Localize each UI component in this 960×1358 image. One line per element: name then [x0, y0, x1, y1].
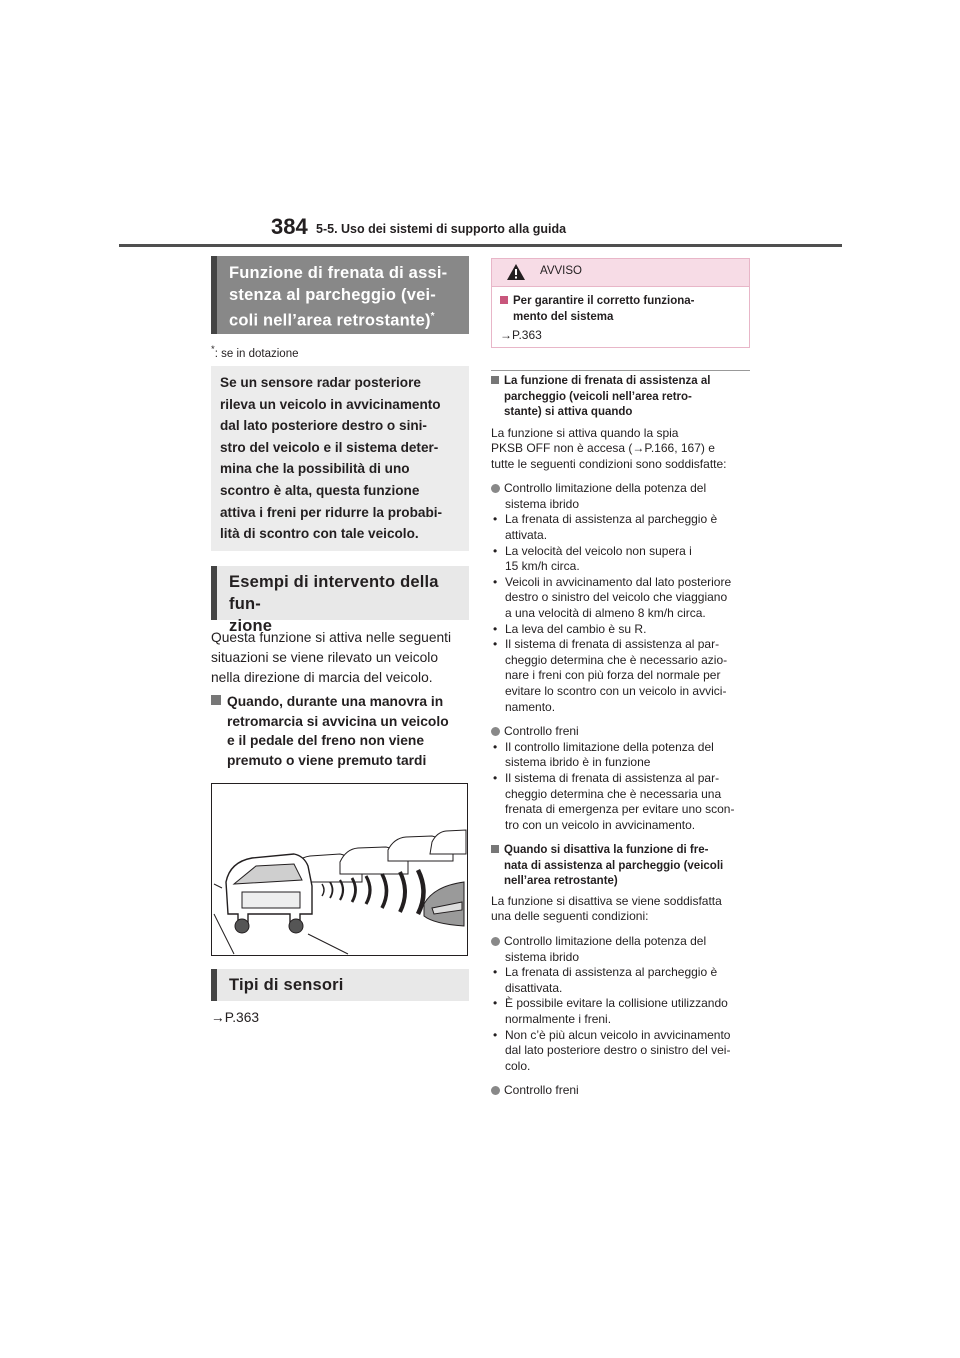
- examples-heading: [211, 566, 469, 635]
- list-item: [491, 637, 753, 715]
- main-heading-line: [229, 306, 459, 332]
- group-title-line: Controllo limitazione della potenza del: [504, 481, 707, 496]
- warning-item-line: mento del sistema: [513, 310, 614, 323]
- header-rule: [119, 244, 842, 247]
- activate-text-line: tutte le seguenti condizioni sono soddisfatte:: [491, 456, 727, 471]
- list-item-line: attivata.: [505, 528, 548, 543]
- list-item-line: dal lato posteriore destro o sinistro del vei-: [505, 1043, 731, 1058]
- group-title-line: Controllo limitazione della potenza del: [504, 934, 707, 949]
- intro-line: scontro è alta, questa funzione: [220, 482, 420, 498]
- list-item-line: • La leva del cambio è su R.: [505, 621, 647, 636]
- list-item-line: disattivata.: [505, 980, 563, 995]
- sensor-heading: Tipi di sensori: [211, 969, 469, 1001]
- list-item-line: frenata di emergenza per evitare uno scon-: [505, 802, 735, 817]
- square-bullet-icon: [211, 695, 221, 705]
- list-item-line: • È possibile evitare la collisione utilizzando: [505, 996, 728, 1011]
- warning-triangle-icon: [506, 263, 526, 281]
- footnote-text: : se in dotazione: [214, 347, 299, 360]
- footnote: [211, 344, 299, 360]
- list-item: [491, 1028, 753, 1075]
- intro-box: [211, 366, 469, 551]
- case-heading-line: premuto o viene premuto tardi: [227, 752, 427, 768]
- list-item: [491, 622, 753, 638]
- section-header-title: 5-5. Uso dei sistemi di supporto alla guida: [316, 222, 567, 236]
- main-heading-line: stenza al parcheggio (vei-: [229, 286, 436, 304]
- list-item-line: • Veicoli in avvicinamento dal lato posteriore: [505, 574, 732, 589]
- warning-item-line: Per garantire il corretto funziona-: [513, 295, 695, 307]
- list-item-line: • Non c’è più alcun veicolo in avvicinamento: [505, 1027, 731, 1042]
- activate-title-line: parcheggio (veicoli nell’area retro-: [504, 390, 692, 403]
- intro-line: stro del veicolo e il sistema deter-: [220, 439, 439, 455]
- deactivate-title-line: nell’area retrostante): [504, 875, 618, 888]
- examples-text-line: Questa funzione si attiva nelle seguenti: [211, 630, 452, 645]
- list-item: [491, 575, 753, 622]
- divider: [491, 370, 750, 371]
- group-title: Controllo freni: [504, 724, 579, 739]
- intro-line: mina che la possibilità di uno: [220, 461, 410, 477]
- list-item-line: a una velocità di almeno 8 km/h circa.: [505, 606, 706, 621]
- list-item-line: • Il sistema di frenata di assistenza al par-: [505, 637, 720, 652]
- examples-text-line: nella direzione di marcia del veicolo.: [211, 670, 433, 685]
- list-item-line: • La frenata di assistenza al parcheggio è: [505, 965, 718, 980]
- deactivate-group1: [491, 934, 753, 1074]
- list-item: [491, 740, 753, 771]
- warning-box: [491, 258, 750, 348]
- activate-text: [491, 426, 753, 473]
- list-item-line: destro o sinistro del veicolo che viaggiano: [505, 590, 728, 605]
- square-bullet-icon: [500, 296, 508, 304]
- deactivate-title-line: nata di assistenza al parcheggio (veicoli: [504, 859, 724, 872]
- examples-text: [211, 628, 471, 688]
- circle-bullet-icon: [491, 937, 500, 946]
- activate-title-line: stante) si attiva quando: [504, 406, 633, 418]
- case-heading: [211, 692, 471, 770]
- warning-ref-link[interactable]: →P.363: [500, 328, 542, 342]
- case-heading-line: Quando, durante una manovra in: [227, 694, 444, 709]
- footnote-marker: *: [430, 311, 435, 322]
- examples-heading-line: Esempi di intervento della fun-: [229, 573, 439, 613]
- case-heading-line: retromarcia si avvicina un veicolo: [227, 713, 449, 729]
- warning-header: [492, 259, 749, 287]
- list-item-line: • Il sistema di frenata di assistenza al par-: [505, 770, 720, 785]
- main-heading: [211, 256, 469, 334]
- intro-line: lità di scontro con tale veicolo.: [220, 526, 419, 542]
- deactivate-title: [491, 843, 753, 890]
- activate-section: [491, 374, 753, 1099]
- list-item: [491, 771, 753, 833]
- list-item-line: sistema ibrido è in funzione: [505, 755, 651, 770]
- page-number: 384: [271, 214, 308, 239]
- main-heading-line: Funzione di frenata di assi-: [229, 264, 448, 282]
- deactivate-text-line: una delle seguenti condizioni:: [491, 909, 649, 924]
- list-item-line: evitare lo scontro con un veicolo in avvici-: [505, 684, 727, 698]
- list-item: [491, 544, 753, 575]
- activate-title: [491, 374, 753, 421]
- list-item-line: tro con un veicolo in avvicinamento.: [505, 817, 696, 832]
- group-title-line: sistema ibrido: [505, 496, 580, 511]
- activate-group1: [491, 481, 753, 715]
- examples-heading-line: zione: [229, 617, 273, 635]
- list-item: [491, 996, 753, 1027]
- list-item-line: nare i freni con più forza del normale per: [505, 668, 721, 683]
- list-item: [491, 965, 753, 996]
- activate-text-line: PKSB OFF non è accesa (→P.166, 167) e: [491, 441, 715, 456]
- deactivate-text: [491, 894, 753, 925]
- footnote-mark: *: [211, 344, 215, 355]
- list-item-line: cheggio determina che è necessario azio-: [505, 652, 728, 667]
- deactivate-text-line: La funzione si disattiva se viene soddisfatta: [491, 893, 722, 908]
- group-title-line: sistema ibrido: [505, 949, 580, 964]
- main-heading-line-text: coli nell’area retrostante): [229, 311, 431, 330]
- deactivate-title-line: Quando si disattiva la funzione di fre-: [504, 844, 709, 857]
- list-item-line: • Il controllo limitazione della potenza del: [505, 739, 714, 754]
- list-item-line: • La frenata di assistenza al parcheggio è: [505, 512, 718, 527]
- case-heading-line: e il pedale del freno non viene: [227, 733, 425, 749]
- square-bullet-icon: [491, 376, 499, 384]
- sensor-ref-link[interactable]: →P.363: [211, 1010, 260, 1025]
- activate-group2: [491, 724, 753, 833]
- list-item-line: colo.: [505, 1058, 531, 1073]
- circle-bullet-icon: [491, 727, 500, 736]
- parking-illustration: [211, 783, 468, 956]
- list-item-line: 15 km/h circa.: [505, 559, 580, 574]
- intro-line: attiva i freni per ridurre la probabi-: [220, 504, 443, 520]
- warning-item: [500, 294, 745, 325]
- activate-title-line: La funzione di frenata di assistenza al: [504, 375, 711, 387]
- list-item-line: cheggio determina che è necessaria una: [505, 786, 722, 801]
- square-bullet-icon: [491, 845, 499, 853]
- deactivate-group2: [491, 1083, 753, 1099]
- parking-illustration-svg: [212, 784, 467, 955]
- list-item-line: normalmente i freni.: [505, 1012, 612, 1026]
- examples-text-line: situazioni se viene rilevato un veicolo: [211, 650, 439, 665]
- intro-line: dal lato posteriore destro o sini-: [220, 418, 427, 434]
- list-item: [491, 512, 753, 543]
- intro-line: rileva un veicolo in avvicinamento: [220, 396, 441, 412]
- circle-bullet-icon: [491, 1086, 500, 1095]
- list-item-line: namento.: [505, 699, 556, 714]
- intro-line: Se un sensore radar posteriore: [220, 375, 421, 390]
- activate-text-line: La funzione si attiva quando la spia: [491, 425, 679, 440]
- warning-label: AVVISO: [540, 265, 582, 277]
- list-item-line: • La velocità del veicolo non supera i: [505, 543, 692, 558]
- circle-bullet-icon: [491, 484, 500, 493]
- group-title: Controllo freni: [504, 1083, 579, 1098]
